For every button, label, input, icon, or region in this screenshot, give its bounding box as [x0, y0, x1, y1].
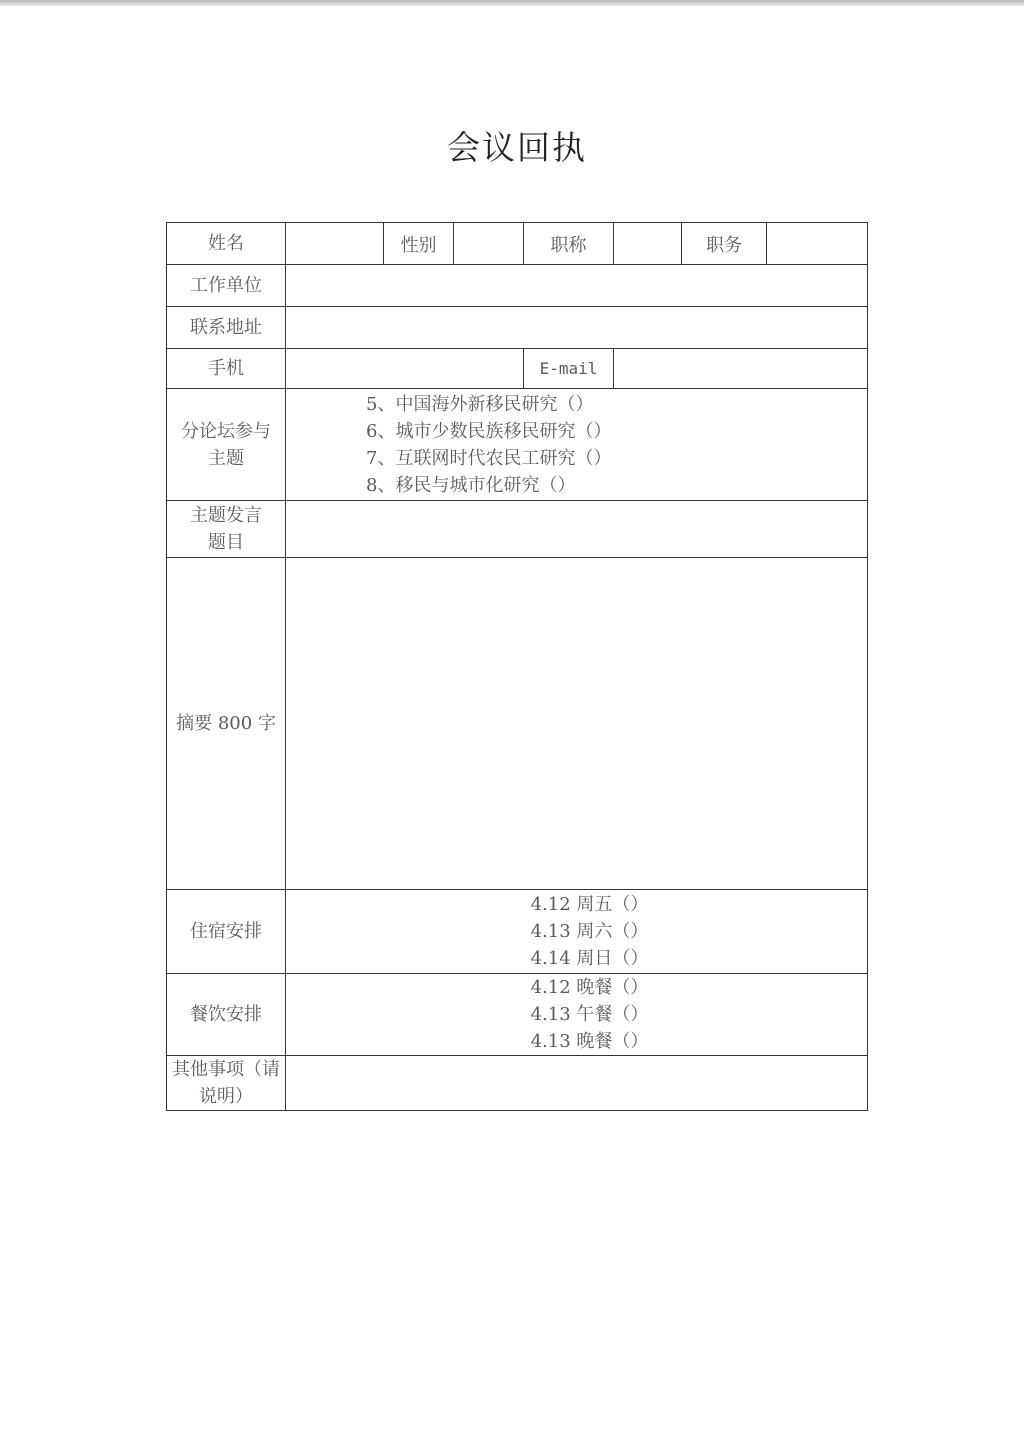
forum-topic-7[interactable]: 7、互联网时代农民工研究（）	[366, 447, 612, 469]
name-field[interactable]	[286, 223, 384, 265]
email-field[interactable]	[614, 349, 868, 389]
professional-title-label: 职称	[524, 223, 614, 265]
page-title: 会议回执	[447, 128, 587, 167]
forum-label	[167, 389, 286, 501]
other-label-line2: 说明）	[199, 1086, 253, 1107]
lodging-option-0412[interactable]: 4.12 周五（）	[530, 894, 649, 915]
row-abstract	[167, 558, 868, 890]
row-speech-title	[167, 501, 868, 558]
row-contact	[167, 349, 868, 389]
lodging-options	[286, 890, 868, 974]
forum-topic-6[interactable]: 6、城市少数民族移民研究（）	[366, 420, 612, 442]
forum-label-line2: 主题	[208, 447, 244, 469]
address-label: 联系地址	[167, 307, 286, 349]
position-field[interactable]	[767, 223, 868, 265]
row-address	[167, 307, 868, 349]
scan-edge	[0, 0, 1024, 6]
dining-options	[286, 974, 868, 1056]
row-other	[167, 1056, 868, 1111]
forum-label-line1: 分论坛参与	[181, 420, 271, 442]
speech-title-label	[167, 501, 286, 558]
row-basic-info	[167, 223, 868, 265]
dining-label: 餐饮安排	[167, 974, 286, 1056]
row-forum	[167, 389, 868, 501]
forum-topic-list	[286, 389, 868, 501]
mobile-label: 手机	[167, 349, 286, 389]
lodging-option-0413[interactable]: 4.13 周六（）	[530, 921, 649, 942]
forum-topic-8[interactable]: 8、移民与城市化研究（）	[366, 474, 576, 496]
abstract-label: 摘要 800 字	[167, 558, 286, 890]
mobile-field[interactable]	[286, 349, 524, 389]
email-label: E-mail	[524, 349, 614, 389]
forum-topic-5[interactable]: 5、中国海外新移民研究（）	[366, 393, 594, 415]
lodging-label: 住宿安排	[167, 890, 286, 974]
registration-form	[166, 222, 868, 1111]
speech-label-line2: 题目	[208, 532, 244, 553]
row-lodging	[167, 890, 868, 974]
work-unit-field[interactable]	[286, 265, 868, 307]
address-field[interactable]	[286, 307, 868, 349]
position-label: 职务	[682, 223, 767, 265]
speech-title-field[interactable]	[286, 501, 868, 558]
speech-label-line1: 主题发言	[190, 505, 262, 526]
gender-label: 性别	[384, 223, 454, 265]
name-label: 姓名	[167, 223, 286, 265]
row-dining	[167, 974, 868, 1056]
professional-title-field[interactable]	[614, 223, 682, 265]
dining-option-0413-dinner[interactable]: 4.13 晚餐（）	[530, 1031, 649, 1052]
dining-option-0412-dinner[interactable]: 4.12 晚餐（）	[530, 977, 649, 998]
other-label	[167, 1056, 286, 1111]
work-unit-label: 工作单位	[167, 265, 286, 307]
lodging-option-0414[interactable]: 4.14 周日（）	[530, 948, 649, 969]
abstract-field[interactable]	[286, 558, 868, 890]
row-work-unit	[167, 265, 868, 307]
other-field[interactable]	[286, 1056, 868, 1111]
gender-field[interactable]	[454, 223, 524, 265]
dining-option-0413-lunch[interactable]: 4.13 午餐（）	[530, 1004, 649, 1025]
other-label-line1: 其他事项（请	[172, 1059, 280, 1080]
